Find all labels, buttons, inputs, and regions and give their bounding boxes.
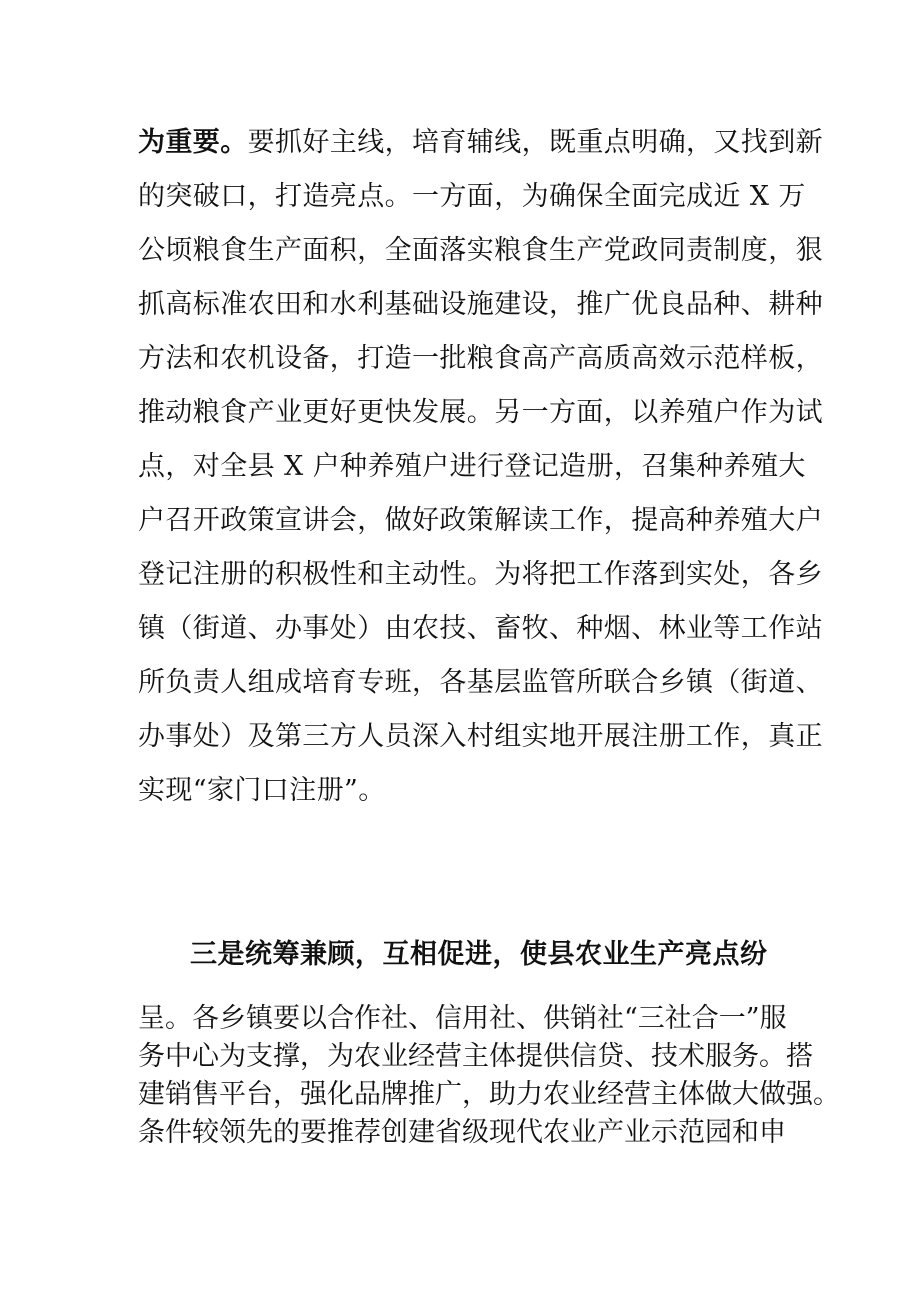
section3-line-3: 建销售平台，强化品牌推广，助力农业经营主体做大做强。 [138, 1079, 840, 1110]
paragraph1-line-5: 方法和农机设备，打造一批粮食高产高质高效示范样板， [138, 343, 823, 374]
paragraph1-line-1 [138, 127, 824, 158]
section3-line-1: 呈。各乡镇要以合作社、信用社、供销社“三社合一”服 [138, 1003, 787, 1034]
section3-heading: 三是统筹兼顾，互相促进，使县农业生产亮点纷 [190, 939, 768, 970]
paragraph1-line-4: 抓高标准农田和水利基础设施建设，推广优良品种、耕种 [138, 289, 823, 320]
paragraph1-line-2: 的突破口，打造亮点。一方面，为确保全面完成近 X 万 [138, 181, 806, 212]
paragraph1-line-1-rest: 要抓好主线，培育辅线，既重点明确，又找到新 [247, 127, 824, 158]
section3-line-4: 条件较领先的要推荐创建省级现代农业产业示范园和申 [138, 1117, 786, 1148]
paragraph1-line-9: 登记注册的积极性和主动性。为将把工作落到实处，各乡 [138, 559, 823, 590]
paragraph1-line-7: 点，对全县 X 户种养殖户进行登记造册，召集种养殖大 [138, 451, 806, 482]
paragraph1-line-11: 所负责人组成培育专班，各基层监管所联合乡镇（街道、 [138, 667, 823, 698]
paragraph1-lead-bold: 为重要。 [138, 127, 248, 158]
paragraph1-line-12: 办事处）及第三方人员深入村组实地开展注册工作，真正 [138, 721, 823, 752]
paragraph1-line-6: 推动粮食产业更好更快发展。另一方面，以养殖户作为试 [138, 397, 823, 428]
section3-line-2: 务中心为支撑，为农业经营主体提供信贷、技术服务。搭 [138, 1041, 813, 1072]
paragraph1-line-13: 实现“家门口注册”。 [138, 775, 386, 806]
paragraph1-line-3: 公顷粮食生产面积，全面落实粮食生产党政同责制度，狠 [138, 235, 823, 266]
paragraph1-line-8: 户召开政策宣讲会，做好政策解读工作，提高种养殖大户 [138, 505, 823, 536]
paragraph1-line-10: 镇（街道、办事处）由农技、畜牧、种烟、林业等工作站 [138, 613, 823, 644]
